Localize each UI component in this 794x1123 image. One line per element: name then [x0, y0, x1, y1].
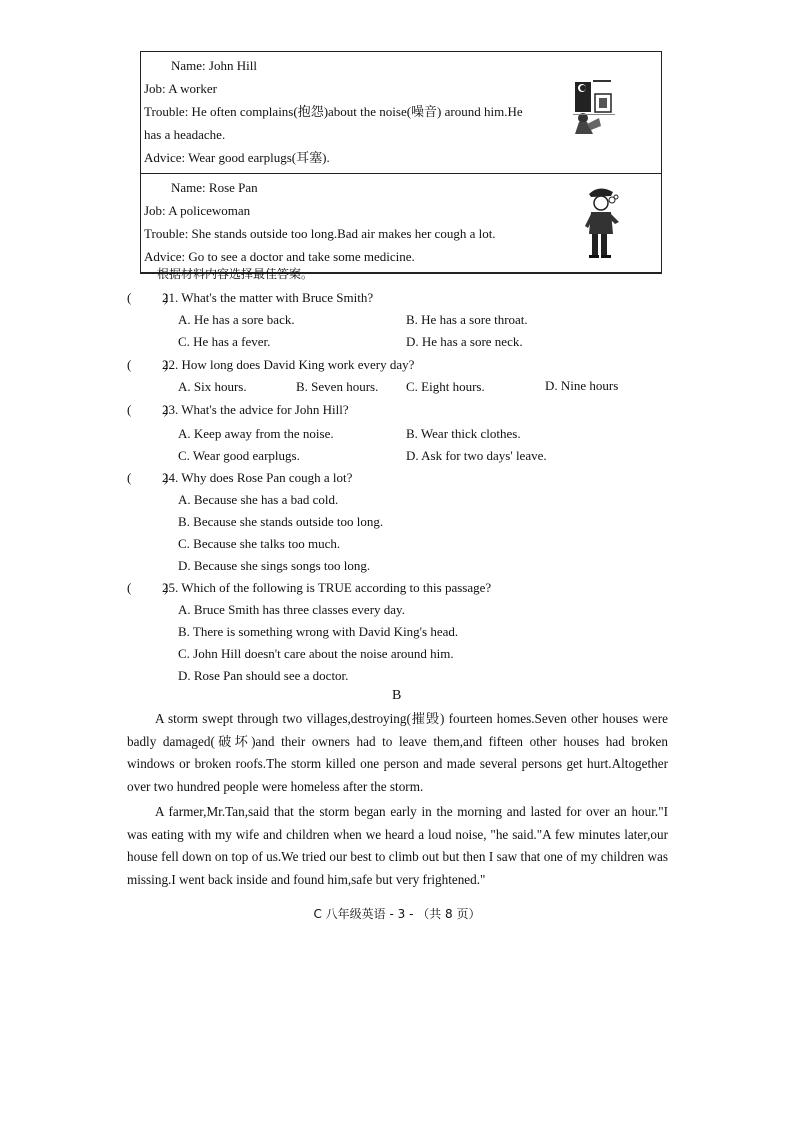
- option-d[interactable]: D. Because she sings songs too long.: [178, 558, 371, 573]
- question-25: 25. Which of the following is TRUE according to this passage?: [162, 580, 492, 595]
- option-b[interactable]: B. There is something wrong with David King's head.: [178, 624, 459, 639]
- page-footer: C 八年级英语 - 3 - （共 8 页）: [313, 907, 481, 921]
- question-21: 21. What's the matter with Bruce Smith?: [162, 290, 374, 305]
- option-c[interactable]: C. Wear good earplugs.: [178, 448, 300, 463]
- info-table: [140, 51, 662, 274]
- passage-paragraph-2: [127, 801, 668, 891]
- question-24: 24. Why does Rose Pan cough a lot?: [162, 470, 353, 485]
- option-a[interactable]: A. He has a sore back.: [178, 312, 295, 327]
- person-trouble: Trouble: He often complains(抱怨)about the noise(噪音) around him.He: [144, 104, 523, 119]
- option-a[interactable]: A. Bruce Smith has three classes every day.: [178, 602, 405, 617]
- option-a[interactable]: A. Because she has a bad cold.: [178, 492, 339, 507]
- question-23: 23. What's the advice for John Hill?: [162, 402, 349, 417]
- person-job: Job: A worker: [144, 81, 217, 96]
- option-c[interactable]: C. Eight hours.: [406, 379, 485, 394]
- answer-blank[interactable]: ( ): [127, 357, 169, 372]
- option-b[interactable]: B. Wear thick clothes.: [406, 426, 521, 441]
- option-c[interactable]: C. John Hill doesn't care about the noise around him.: [178, 646, 454, 661]
- man-in-noisy-room-illustration: [573, 74, 615, 136]
- option-b[interactable]: B. He has a sore throat.: [406, 312, 528, 327]
- answer-blank[interactable]: ( ): [127, 470, 169, 485]
- option-d[interactable]: D. He has a sore neck.: [406, 334, 523, 349]
- option-d[interactable]: D. Ask for two days' leave.: [406, 448, 547, 463]
- person-advice: Advice: Go to see a doctor and take some medicine.: [144, 249, 415, 264]
- option-d[interactable]: D. Rose Pan should see a doctor.: [178, 668, 349, 683]
- person-name: Name: Rose Pan: [171, 180, 258, 195]
- option-c[interactable]: C. Because she talks too much.: [178, 536, 341, 551]
- person-trouble: Trouble: She stands outside too long.Bad air makes her cough a lot.: [144, 226, 496, 241]
- question-22: 22. How long does David King work every day?: [162, 357, 415, 372]
- option-a[interactable]: A. Keep away from the noise.: [178, 426, 334, 441]
- section-heading: B: [392, 688, 402, 703]
- person-job: Job: A policewoman: [144, 203, 251, 218]
- option-c[interactable]: C. He has a fever.: [178, 334, 271, 349]
- person-card-rose-pan: [141, 173, 661, 272]
- answer-blank[interactable]: ( ): [127, 402, 169, 417]
- option-b[interactable]: B. Because she stands outside too long.: [178, 514, 384, 529]
- instruction-text: 根据材料内容选择最佳答案。: [157, 267, 314, 281]
- passage-text: A farmer,Mr.Tan,said that the storm began early in the morning and lasted for over an hour."I was eating with my wife and children when we heard a loud noise, "he said."A few minutes later,our house fell down on top of us.We tried our best to climb out but then I saw that one of my children was missing.I went back inside and found him,safe but very frightened.": [127, 804, 668, 887]
- answer-blank[interactable]: ( ): [127, 580, 169, 595]
- person-trouble-cont: has a headache.: [144, 127, 226, 142]
- answer-blank[interactable]: ( ): [127, 290, 169, 305]
- person-name: Name: John Hill: [171, 58, 257, 73]
- option-b[interactable]: B. Seven hours.: [296, 379, 379, 394]
- passage-text: A storm swept through two villages,destroying(摧毁) fourteen homes.Seven other houses were badly damaged(破坏)and their owners had to leave them,and fifteen other houses had broken windows or broken roofs.The storm killed one person and made several persons get hurt.Altogether over two hundred people were homeless after the storm.: [127, 711, 668, 794]
- option-d[interactable]: D. Nine hours: [545, 378, 619, 393]
- person-card-john-hill: [141, 52, 661, 173]
- coughing-police-officer-illustration: [579, 184, 627, 260]
- passage-paragraph-1: [127, 708, 668, 798]
- person-advice: Advice: Wear good earplugs(耳塞).: [144, 150, 330, 165]
- option-a[interactable]: A. Six hours.: [178, 379, 247, 394]
